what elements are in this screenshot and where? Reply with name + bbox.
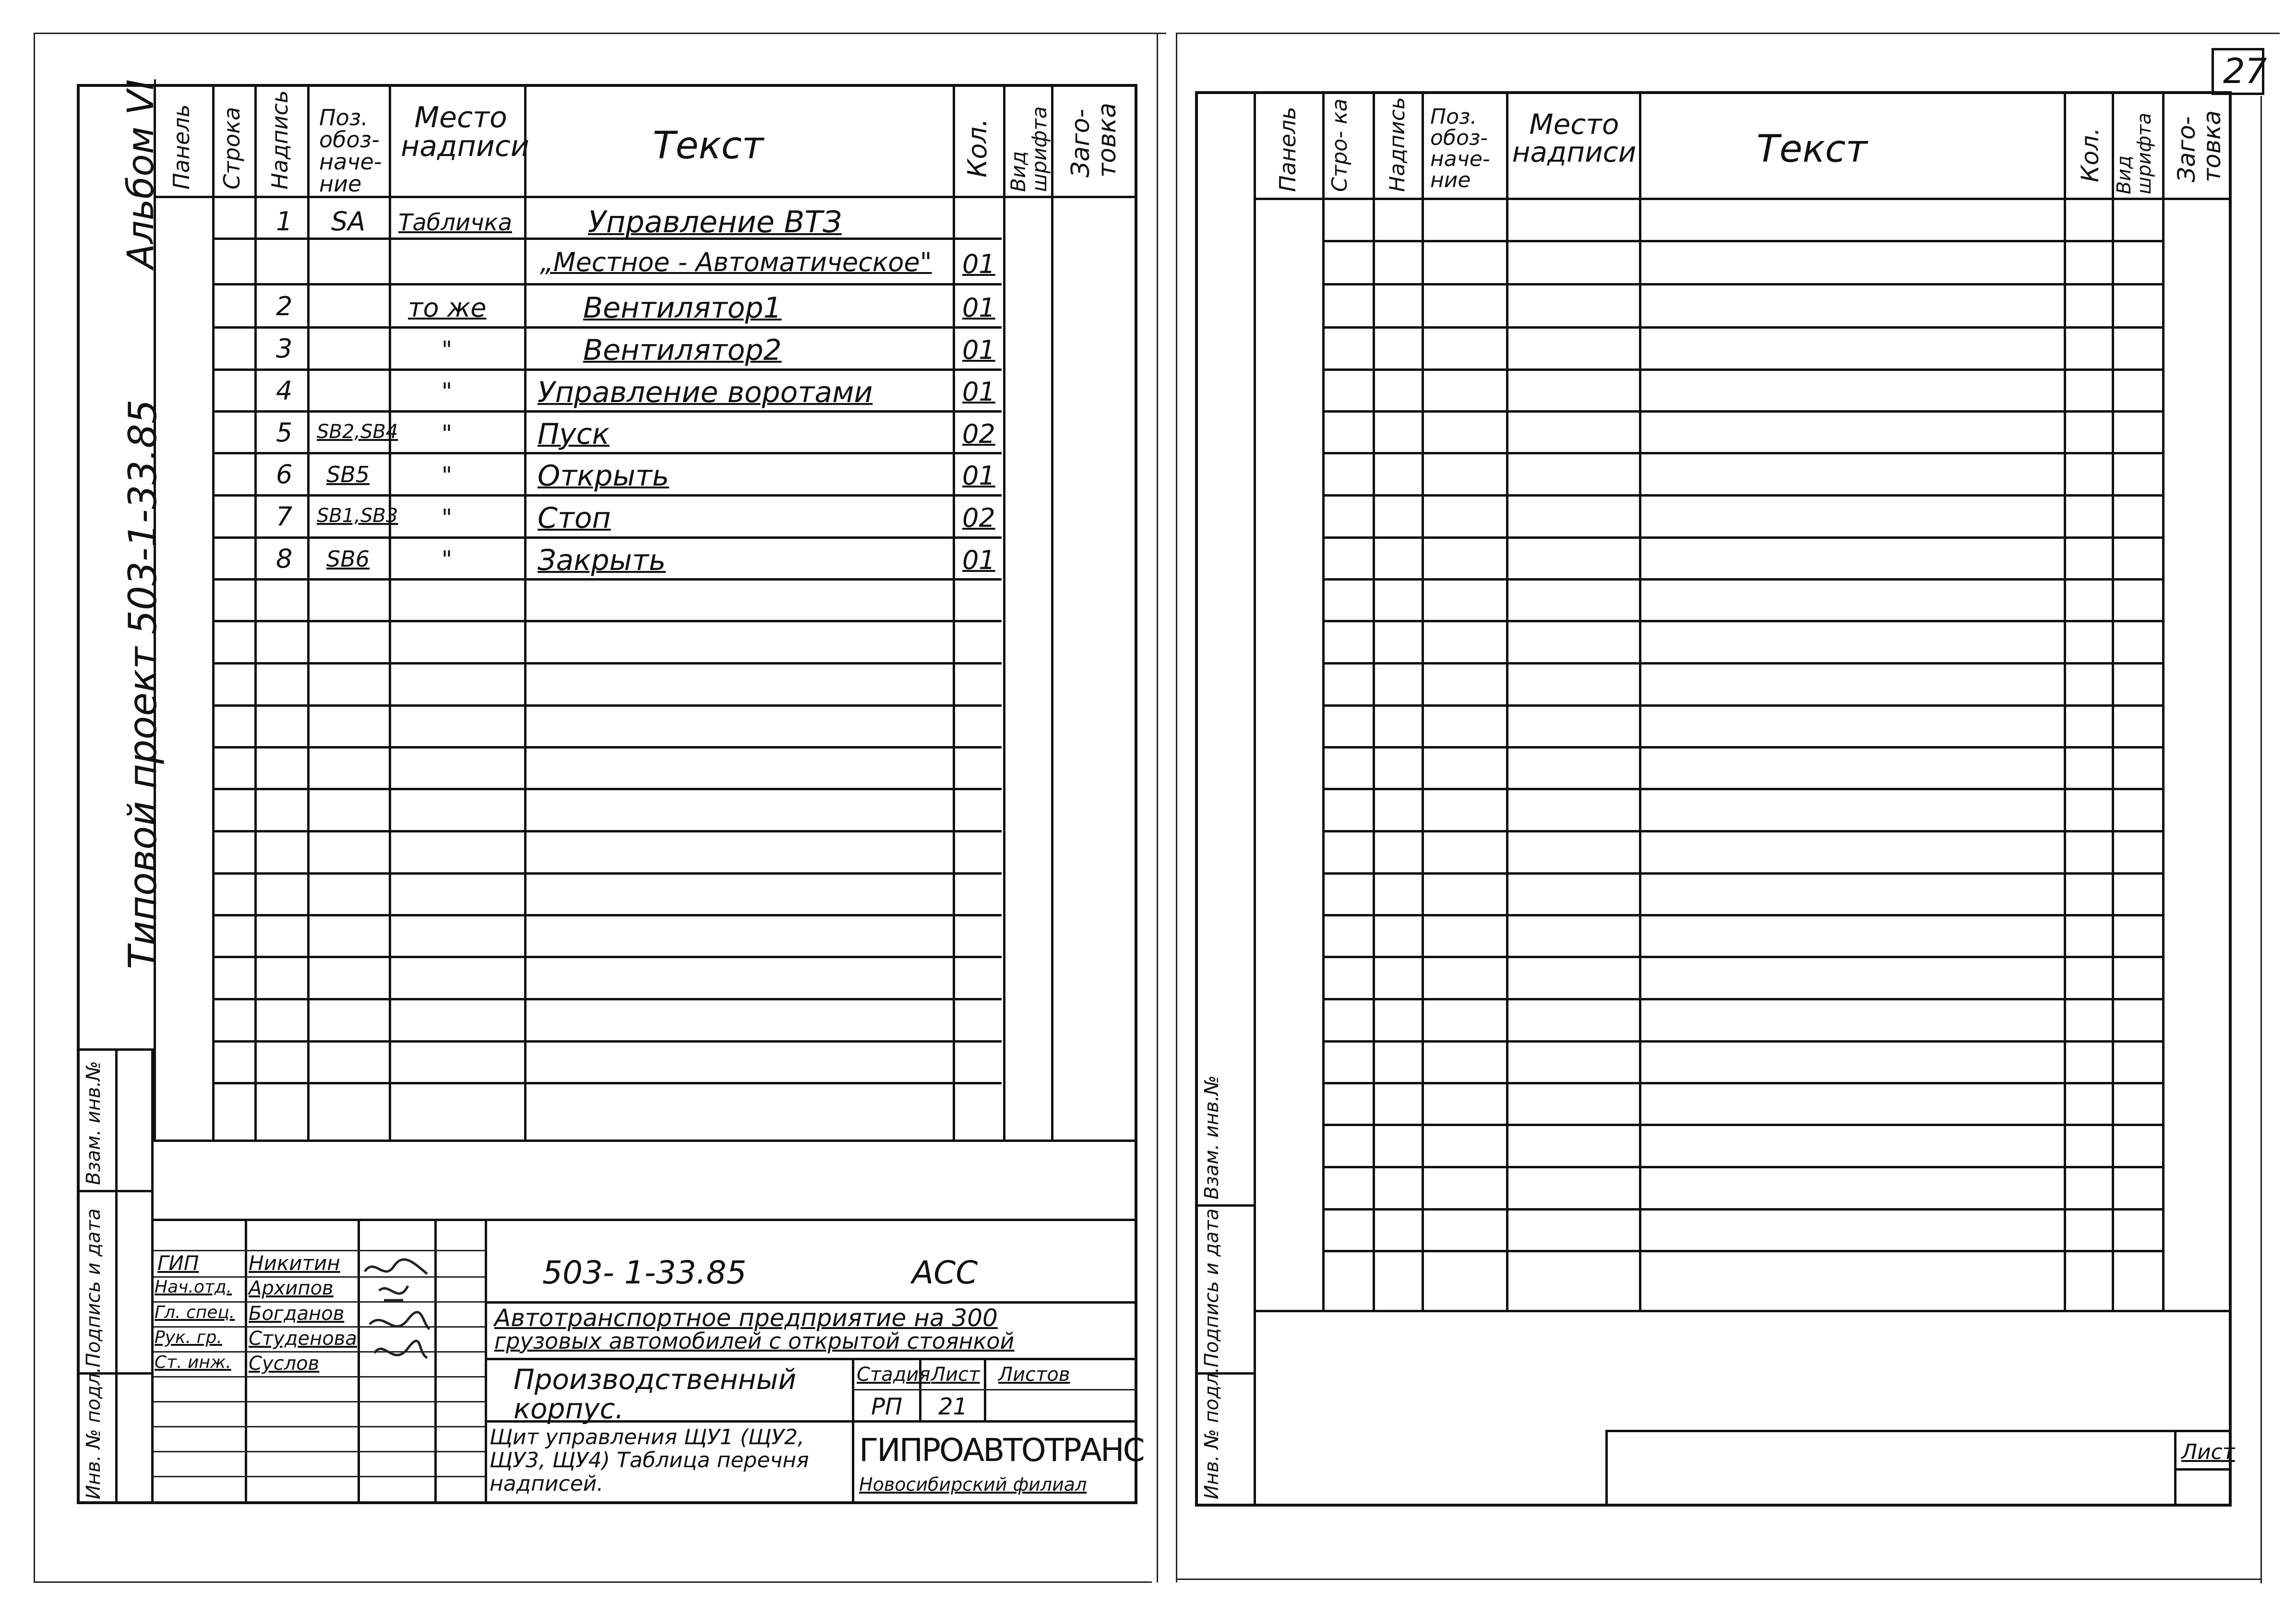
right-col-line-8: [2162, 91, 2164, 1310]
right-sheet-left-edge: [1176, 33, 1177, 1582]
left-row-line: [212, 830, 1002, 832]
left-row-line: [212, 746, 1002, 748]
right-row-line: [1322, 872, 2162, 875]
signature-4: [374, 1341, 427, 1358]
left-sheet-bottom-edge: [34, 1581, 1152, 1583]
left-row-line: [212, 1040, 1002, 1043]
row2-text: Вентилятор1: [583, 291, 782, 325]
left-row-line: [212, 662, 1002, 665]
row7-place: ": [442, 504, 453, 531]
left-hdr-font: Вид шрифта: [1006, 106, 1052, 192]
row1-text: Управление ВТЗ: [588, 204, 842, 239]
left-row-line: [212, 368, 1002, 371]
left-hdr-qty: Кол.: [962, 118, 993, 178]
signature-1: [365, 1259, 427, 1274]
right-hdr-font: Вид шрифта: [2113, 113, 2155, 194]
left-row-line: [212, 536, 1002, 539]
right-table-bottom: [1254, 1310, 2232, 1312]
right-row-line: [1322, 914, 2162, 916]
right-row-line: [1322, 1208, 2162, 1211]
right-row-line: [1322, 746, 2162, 748]
right-tb-h: [2174, 1468, 2232, 1471]
left-sheet-top-edge: [34, 33, 1166, 34]
right-row-line: [1322, 620, 2162, 622]
left-row-line: [212, 872, 1002, 875]
left-table-bottom: [154, 1140, 1137, 1142]
right-col-line-4: [1506, 91, 1508, 1310]
tb-role-4: Рук. гр.: [155, 1328, 222, 1347]
tb-line-b: [485, 1358, 1137, 1360]
tb-name-1: Никитин: [249, 1251, 340, 1275]
right-title-block: [1605, 1430, 2232, 1507]
row2-num: 2: [276, 291, 293, 321]
side-label-inv: Инв. № подл.: [83, 1367, 105, 1499]
right-hdr-text: Текст: [1757, 128, 1868, 171]
left-row-line: [212, 578, 1002, 581]
right-row-line: [1322, 578, 2162, 581]
left-row-line: [212, 914, 1002, 916]
fold-line: [1157, 33, 1158, 1582]
tb-col-1: [245, 1219, 247, 1504]
left-col-line-8: [1051, 84, 1053, 1140]
right-hdr-qty: Кол.: [2076, 128, 2104, 182]
tb-role-3: Гл. спец.: [155, 1303, 235, 1322]
right-row-line: [1322, 410, 2162, 413]
tb-sheet-h: Лист: [931, 1364, 980, 1386]
tb-line-c: [852, 1389, 1137, 1390]
left-row-line: [212, 410, 1002, 413]
row1-place: Табличка: [398, 209, 512, 236]
row1-pos: SA: [331, 206, 366, 237]
left-hdr-row: Строка: [219, 107, 245, 190]
signatures: [360, 1228, 432, 1382]
signature-3: [370, 1312, 430, 1329]
row8-qty: 01: [962, 545, 995, 575]
right-drawing-frame: [1195, 91, 2232, 1507]
right-row-line: [1322, 1082, 2162, 1084]
right-row-line: [1322, 1124, 2162, 1126]
right-col-line-5: [1639, 91, 1641, 1310]
right-hdr-label: Надпись: [1385, 97, 1410, 192]
left-stamp-top: [154, 1219, 1137, 1221]
tb-row: [154, 1451, 485, 1452]
tb-project-1: Автотранспортное предприятие на 300: [494, 1304, 998, 1332]
right-row-line: [1322, 326, 2162, 329]
left-hdr-blank: Заго- товка: [1066, 102, 1122, 178]
tb-name-5: Суслов: [249, 1353, 320, 1375]
right-row-line: [1322, 1166, 2162, 1168]
right-hdr-row: Стро- ка: [1327, 98, 1352, 192]
tb-name-2: Архипов: [249, 1277, 334, 1299]
left-hdr-panel: Панель: [168, 104, 194, 190]
row6-pos: SB5: [326, 462, 370, 487]
left-hdr-pos: Поз. обоз- наче- ние: [319, 105, 382, 197]
right-row-line: [1322, 998, 2162, 1000]
row4-num: 4: [276, 376, 293, 406]
left-hdr-place: Место надписи: [401, 101, 529, 163]
right-row-line: [1322, 662, 2162, 665]
left-hdr-text: Текст: [653, 124, 764, 167]
left-row-line: [212, 494, 1002, 497]
left-row-line: [212, 283, 1002, 285]
row7-qty: 02: [962, 503, 995, 533]
row5-place: ": [442, 420, 453, 447]
tb-role-5: Ст. инж.: [155, 1353, 231, 1372]
tb-col-3: [434, 1219, 437, 1504]
tb-stage: РП: [871, 1393, 903, 1420]
left-row-line: [212, 704, 1002, 707]
row8-text: Закрыть: [538, 544, 666, 577]
left-hdr-label: Надпись: [267, 90, 293, 190]
signature-2: [379, 1286, 408, 1300]
left-sheet-left-edge: [34, 33, 35, 1582]
tb-row: [154, 1476, 485, 1477]
side-label-vzam: Взам. инв.№: [83, 1061, 105, 1185]
tb-role-2: Нач.отд.: [155, 1277, 232, 1297]
tb-sheet: 21: [938, 1393, 968, 1420]
tb-project-2: грузовых автомобилей с открытой стоянкой: [494, 1328, 1015, 1354]
left-row-line: [212, 956, 1002, 958]
left-col-line-5: [524, 84, 526, 1140]
left-row-line: [212, 620, 1002, 622]
row8-num: 8: [276, 544, 293, 574]
left-header-bottom: [154, 196, 1137, 198]
row5-qty: 02: [962, 419, 995, 449]
right-col-line-6: [2064, 91, 2066, 1310]
tb-building: Производственный корпус.: [514, 1363, 797, 1425]
right-label-vzam: Взам. инв.№: [1201, 1075, 1223, 1199]
left-row-line: [212, 1082, 1002, 1084]
row8-place: ": [442, 546, 453, 573]
tb-branch: Новосибирский филиал: [859, 1474, 1087, 1495]
left-row-line: [212, 452, 1002, 454]
stamp-divider: [154, 84, 156, 1140]
tb-line-d: [485, 1420, 1137, 1423]
right-row-line: [1322, 494, 2162, 497]
tb-name-3: Богданов: [249, 1303, 345, 1325]
project-label: Типовой проект 503-1-33.85: [120, 399, 165, 969]
right-sheet-label: Лист: [2181, 1440, 2235, 1464]
left-col-line-1: [212, 84, 215, 1140]
row7-num: 7: [276, 501, 293, 532]
side-label-sign-date: Подпись и дата: [83, 1208, 105, 1367]
row7-text: Стоп: [538, 501, 611, 535]
right-label-inv: Инв. № подл.: [1201, 1367, 1223, 1499]
row4-place: ": [442, 378, 453, 405]
row1-num: 1: [276, 206, 293, 237]
row3-text: Вентилятор2: [583, 333, 782, 367]
tb-line-a: [485, 1301, 1137, 1304]
right-header-bottom: [1254, 198, 2232, 200]
row3-place: ": [442, 336, 453, 363]
left-col-line-3: [307, 84, 310, 1140]
left-row-line: [212, 788, 1002, 790]
row6-place: ": [442, 462, 453, 489]
row5-num: 5: [276, 417, 293, 448]
tb-doc-mark: АСС: [912, 1254, 978, 1291]
row1b-qty: 01: [962, 249, 995, 279]
right-col-line-7: [2112, 91, 2114, 1310]
right-row-line: [1322, 368, 2162, 371]
right-hdr-pos: Поз. обоз- наче- ние: [1430, 105, 1490, 192]
tb-doc-code: 503- 1-33.85: [542, 1254, 747, 1291]
left-row-line: [212, 326, 1002, 329]
right-side-h1: [1195, 1204, 1254, 1207]
left-col-line-6: [953, 84, 955, 1140]
row2-place: то же: [408, 293, 487, 323]
row5-text: Пуск: [538, 417, 610, 451]
right-col-line-3: [1422, 91, 1424, 1310]
tb-name-4: Студенова: [249, 1328, 357, 1350]
tb-col-4: [485, 1219, 487, 1504]
album-label: Альбом VI: [119, 79, 162, 269]
right-row-line: [1322, 830, 2162, 832]
right-row-line: [1322, 1250, 2162, 1252]
right-hdr-panel: Панель: [1275, 107, 1301, 192]
right-row-line: [1322, 1040, 2162, 1043]
right-label-sign-date: Подпись и дата: [1201, 1208, 1223, 1367]
row2-qty: 01: [962, 293, 995, 323]
right-row-line: [1322, 788, 2162, 790]
left-col-line-2: [254, 84, 257, 1140]
tb-sheets-h: Листов: [998, 1364, 1070, 1386]
left-col-line-4: [389, 84, 391, 1140]
row7-pos: SB1,SB3: [317, 505, 398, 527]
side-strip-divider: [115, 1048, 118, 1504]
row6-num: 6: [276, 459, 293, 489]
tb-org: ГИПРОАВТОТРАНС: [859, 1432, 1144, 1469]
tb-role-1: ГИП: [157, 1251, 199, 1275]
row6-qty: 01: [962, 461, 995, 491]
right-sheet-top-edge: [1176, 33, 2280, 34]
tb-col-5: [852, 1358, 854, 1504]
right-row-line: [1322, 452, 2162, 454]
row4-qty: 01: [962, 377, 995, 407]
tb-row: [154, 1426, 485, 1427]
right-row-line: [1322, 956, 2162, 958]
right-col-line-2: [1373, 91, 1375, 1310]
page-number: 27: [2223, 51, 2267, 91]
row8-pos: SB6: [326, 546, 370, 572]
left-col-line-7: [1003, 84, 1005, 1140]
row5-pos: SB2,SB4: [317, 421, 398, 443]
row3-num: 3: [276, 333, 293, 364]
right-col-line-0: [1254, 91, 1256, 1310]
side-strip-h1: [77, 1190, 154, 1192]
tb-row: [154, 1376, 485, 1378]
right-row-line: [1322, 704, 2162, 707]
row4-text: Управление воротами: [538, 376, 873, 409]
right-sheet-bottom-edge: [1176, 1579, 2261, 1580]
tb-row: [154, 1401, 485, 1402]
right-row-line: [1322, 536, 2162, 539]
right-row-line: [1322, 283, 2162, 285]
right-hdr-blank: Заго- товка: [2173, 110, 2226, 182]
row6-text: Открыть: [538, 459, 670, 493]
tb-stage-h: Стадия: [857, 1364, 931, 1386]
right-sheet-right-edge: [2260, 96, 2262, 1583]
right-row-line: [1322, 240, 2162, 242]
row3-qty: 01: [962, 335, 995, 365]
right-col-line-1: [1322, 91, 1325, 1310]
tb-sheet-title: Щит управления ЩУ1 (ЩУ2, ЩУ3, ЩУ4) Таблица перечня надписей.: [490, 1425, 809, 1496]
row1b-text: „Местное - Автоматическое": [540, 247, 932, 277]
right-hdr-place: Место надписи: [1512, 108, 1637, 168]
left-row-line: [212, 998, 1002, 1000]
